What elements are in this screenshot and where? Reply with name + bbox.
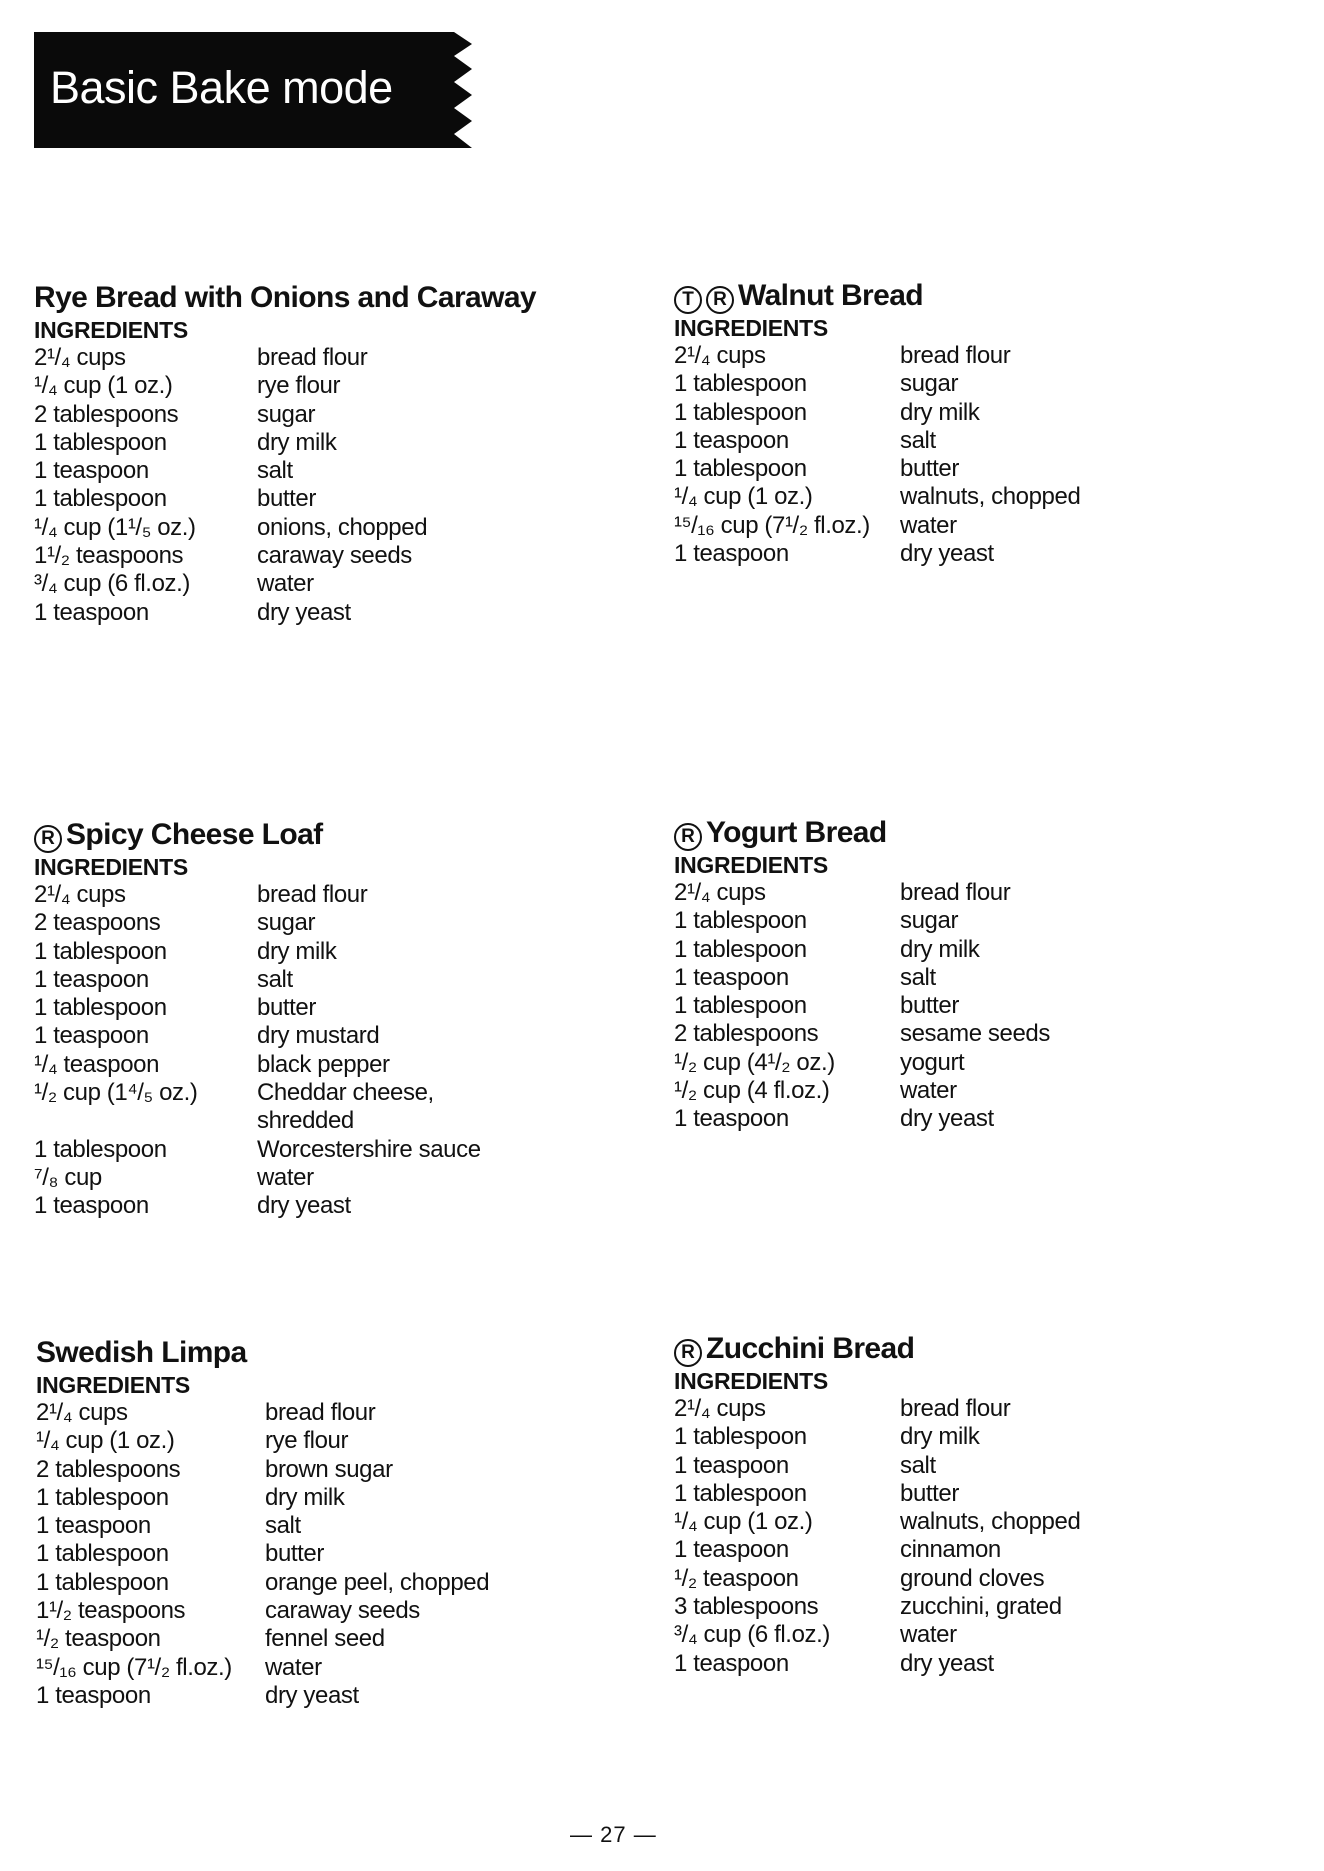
ingredient-quantity: 2¹/₄ cups [36, 1399, 128, 1426]
ingredient-name: dry yeast [265, 1681, 359, 1709]
ingredients-heading: INGREDIENTS [674, 315, 828, 341]
ingredient-row [36, 1427, 596, 1455]
ingredient-name: sugar [900, 907, 959, 935]
ingredient-row [34, 485, 594, 513]
ingredient-quantity: 1 teaspoon [674, 426, 789, 454]
recipe-zucchini-bread [674, 1331, 1234, 1678]
ingredient-row [34, 1022, 594, 1050]
ingredient-row [34, 372, 594, 400]
ingredient-name: onions, chopped [257, 513, 428, 541]
ingredient-quantity: ⁷/₈ cup [34, 1163, 102, 1191]
ingredient-row [674, 907, 1234, 935]
ingredient-quantity: 1 teaspoon [36, 1681, 151, 1709]
ingredient-quantity: 1 teaspoon [34, 457, 149, 485]
ingredient-row [674, 455, 1234, 483]
ingredient-quantity: 2¹/₄ cups [34, 344, 126, 371]
ingredient-row [36, 1540, 596, 1568]
recipe-rye-bread [34, 280, 594, 627]
ingredient-name: fennel seed [265, 1625, 385, 1653]
recipe-spicy-cheese-loaf [34, 817, 594, 1221]
ingredient-quantity: ¹⁵/₁₆ cup (7¹/₂ fl.oz.) [36, 1653, 232, 1681]
ingredient-quantity: 1 tablespoon [674, 935, 807, 963]
ingredient-row [36, 1654, 596, 1682]
ingredient-quantity [34, 1107, 257, 1135]
ingredient-quantity: 2¹/₄ cups [674, 879, 766, 906]
ingredient-quantity: 1 teaspoon [34, 965, 149, 993]
ingredient-name: salt [257, 457, 293, 485]
ingredient-row [34, 570, 594, 598]
ingredient-row [674, 879, 1234, 907]
ingredients-heading: INGREDIENTS [34, 854, 188, 880]
ingredient-quantity: ¹/₄ cup (1 oz.) [674, 1508, 813, 1536]
ingredient-quantity: 2 tablespoons [36, 1455, 181, 1483]
ingredient-name: dry milk [257, 428, 337, 456]
ingredient-name: salt [900, 1451, 936, 1479]
ingredient-row [36, 1569, 596, 1597]
ingredient-row [34, 1164, 594, 1192]
ingredient-quantity: 1 tablespoon [34, 428, 167, 456]
ingredient-row [674, 992, 1234, 1020]
ingredient-quantity: 1 teaspoon [34, 598, 149, 626]
ingredient-name: dry milk [900, 398, 980, 426]
ingredient-row [674, 483, 1234, 511]
ingredient-quantity: 1 teaspoon [34, 1022, 149, 1050]
ingredient-row [36, 1512, 596, 1540]
recipe-title-text: Swedish Limpa [36, 1336, 247, 1369]
ingredient-name: bread flour [900, 1395, 1011, 1422]
ingredient-row [674, 1452, 1234, 1480]
ingredient-row [34, 966, 594, 994]
section-banner [34, 32, 494, 148]
ingredient-quantity: ¹/₄ teaspoon [34, 1050, 160, 1078]
ingredient-quantity: 1 teaspoon [674, 1105, 789, 1133]
ingredient-name: cinnamon [900, 1536, 1001, 1564]
ingredient-row [34, 909, 594, 937]
ingredient-quantity: ¹/₂ teaspoon [36, 1625, 161, 1653]
ingredients-heading: INGREDIENTS [674, 1368, 828, 1394]
ingredient-name: bread flour [265, 1399, 376, 1426]
ingredient-row [674, 540, 1234, 568]
timer-mode-icon: T [674, 286, 702, 314]
rapid-mode-icon: R [674, 1339, 702, 1367]
ingredient-name: shredded [257, 1107, 354, 1135]
ingredient-quantity: ³/₄ cup (6 fl.oz.) [674, 1621, 830, 1649]
ingredient-name: sesame seeds [900, 1020, 1050, 1048]
mode-marks [674, 1331, 706, 1367]
ingredient-row [34, 1051, 594, 1079]
ingredient-quantity: 1 teaspoon [674, 1536, 789, 1564]
recipe-title [674, 1331, 1234, 1367]
rapid-mode-icon: R [674, 823, 702, 851]
ingredient-name: bread flour [900, 342, 1011, 369]
ingredient-row [674, 1621, 1234, 1649]
ingredient-quantity: 1 tablespoon [34, 485, 167, 513]
ingredient-row [674, 1077, 1234, 1105]
ingredient-quantity: 1 teaspoon [674, 1451, 789, 1479]
ingredient-quantity: 1 tablespoon [674, 455, 807, 483]
ingredient-quantity: 3 tablespoons [674, 1593, 819, 1621]
ingredient-row [674, 1650, 1234, 1678]
ingredient-name: water [265, 1653, 322, 1681]
ingredient-name: brown sugar [265, 1455, 393, 1483]
ingredient-quantity: 1 tablespoon [674, 907, 807, 935]
ingredient-name: water [900, 1077, 957, 1105]
ingredient-row [674, 1593, 1234, 1621]
ingredient-row [674, 1049, 1234, 1077]
ingredient-name: yogurt [900, 1048, 965, 1076]
ingredient-name: Worcestershire sauce [257, 1135, 481, 1163]
ingredient-list [674, 342, 1234, 568]
recipe-title [36, 1335, 596, 1371]
ingredient-list [674, 879, 1234, 1134]
ingredient-row [34, 1192, 594, 1220]
ingredients-heading: INGREDIENTS [36, 1372, 190, 1398]
recipe-title-text: Zucchini Bread [706, 1332, 915, 1365]
ingredient-row [36, 1484, 596, 1512]
ingredient-name: dry yeast [257, 1192, 351, 1220]
recipe-walnut-bread [674, 278, 1234, 568]
ingredient-quantity: ¹/₄ cup (1 oz.) [34, 372, 173, 400]
ingredient-name: walnuts, chopped [900, 1508, 1081, 1536]
ingredient-quantity: ¹/₄ cup (1¹/₅ oz.) [34, 513, 196, 541]
ingredient-quantity: 2¹/₄ cups [674, 1395, 766, 1422]
recipe-title-text: Yogurt Bread [706, 816, 887, 849]
ingredient-name: sugar [257, 400, 316, 428]
ingredient-name: dry yeast [257, 598, 351, 626]
ingredient-name: rye flour [265, 1427, 349, 1455]
ingredient-row [34, 1079, 594, 1107]
ingredient-row [36, 1625, 596, 1653]
section-title: Basic Bake mode [50, 62, 393, 113]
ingredient-quantity: ¹/₄ cup (1 oz.) [36, 1427, 175, 1455]
ingredient-quantity: 1 tablespoon [674, 992, 807, 1020]
ingredient-row [674, 399, 1234, 427]
ingredient-quantity: ¹⁵/₁₆ cup (7¹/₂ fl.oz.) [674, 511, 870, 539]
recipe-title [674, 815, 1234, 851]
ingredient-name: ground cloves [900, 1564, 1045, 1592]
ingredient-quantity: 1¹/₂ teaspoons [36, 1597, 186, 1625]
ingredient-list [674, 1395, 1234, 1678]
ingredient-row [36, 1682, 596, 1710]
recipe-swedish-limpa [36, 1335, 596, 1710]
ingredient-list [34, 881, 594, 1221]
ingredient-list [34, 344, 594, 627]
ingredient-quantity: 2¹/₄ cups [674, 342, 766, 369]
ingredient-quantity: 1 tablespoon [34, 994, 167, 1022]
ingredient-row [34, 938, 594, 966]
recipe-yogurt-bread [674, 815, 1234, 1134]
ingredient-name: sugar [900, 370, 959, 398]
ingredients-heading: INGREDIENTS [674, 852, 828, 878]
ingredient-name: dry milk [900, 1423, 980, 1451]
ingredient-row [674, 1105, 1234, 1133]
ingredient-quantity: 1 teaspoon [674, 963, 789, 991]
ingredient-name: bread flour [257, 344, 368, 371]
mode-marks [34, 817, 66, 853]
ingredient-quantity: 2 teaspoons [34, 909, 161, 937]
ingredient-row [36, 1399, 596, 1427]
ingredient-row [674, 512, 1234, 540]
ingredient-row [34, 599, 594, 627]
ingredient-quantity: 1 tablespoon [34, 937, 167, 965]
ingredient-quantity: 1¹/₂ teaspoons [34, 542, 184, 570]
ingredient-quantity: 1 teaspoon [674, 540, 789, 568]
ingredient-name: butter [900, 1479, 959, 1507]
ingredient-quantity: 2 tablespoons [674, 1020, 819, 1048]
ingredient-quantity: ¹/₂ cup (1⁴/₅ oz.) [34, 1079, 198, 1107]
ingredient-row [674, 1565, 1234, 1593]
ingredient-name: water [900, 511, 957, 539]
ingredient-name: dry yeast [900, 1649, 994, 1677]
ingredient-row [34, 514, 594, 542]
ingredient-name: butter [900, 455, 959, 483]
ingredient-row [674, 1423, 1234, 1451]
ingredient-name: salt [900, 426, 936, 454]
ingredient-row [34, 542, 594, 570]
ingredient-name: zucchini, grated [900, 1593, 1062, 1621]
ingredient-name: salt [900, 963, 936, 991]
ingredient-name: bread flour [257, 881, 368, 908]
ingredient-name: bread flour [900, 879, 1011, 906]
ingredient-name: butter [265, 1540, 324, 1568]
ingredients-heading: INGREDIENTS [34, 317, 188, 343]
ingredient-name: Cheddar cheese, [257, 1079, 434, 1107]
ingredient-name: caraway seeds [265, 1597, 420, 1625]
ingredient-name: walnuts, chopped [900, 483, 1081, 511]
ingredient-name: butter [257, 994, 316, 1022]
recipe-title-text: Rye Bread with Onions and Caraway [34, 281, 537, 314]
ingredient-name: dry milk [265, 1483, 345, 1511]
recipe-title [674, 278, 1234, 314]
ingredient-name: butter [900, 992, 959, 1020]
ingredient-quantity: ¹/₂ cup (4 fl.oz.) [674, 1077, 830, 1105]
ingredient-row [674, 1536, 1234, 1564]
ingredient-name: dry milk [900, 935, 980, 963]
ingredient-quantity: 1 teaspoon [674, 1649, 789, 1677]
ingredient-name: sugar [257, 909, 316, 937]
ingredient-name: salt [257, 965, 293, 993]
ingredient-row [674, 427, 1234, 455]
ingredient-quantity: 1 tablespoon [674, 1423, 807, 1451]
recipe-title [34, 817, 594, 853]
mode-marks [674, 278, 738, 314]
ingredient-name: dry milk [257, 937, 337, 965]
ingredient-row [674, 936, 1234, 964]
ingredient-quantity: ¹/₂ teaspoon [674, 1564, 799, 1592]
ingredient-quantity: 1 tablespoon [36, 1483, 169, 1511]
ingredient-quantity: 1 tablespoon [674, 1479, 807, 1507]
ingredient-quantity: ¹/₄ cup (1 oz.) [674, 483, 813, 511]
ingredient-row [34, 344, 594, 372]
ingredient-row [34, 401, 594, 429]
recipe-title [34, 280, 594, 316]
ingredient-name: dry mustard [257, 1022, 380, 1050]
ingredient-row [674, 342, 1234, 370]
ingredient-quantity: 1 tablespoon [36, 1568, 169, 1596]
page-number: — 27 — [570, 1822, 657, 1847]
ingredient-name: orange peel, chopped [265, 1568, 490, 1596]
ingredient-quantity: 2 tablespoons [34, 400, 179, 428]
ingredient-list [36, 1399, 596, 1710]
ingredient-quantity: 1 tablespoon [674, 398, 807, 426]
ingredient-row [36, 1597, 596, 1625]
ingredient-row [674, 1395, 1234, 1423]
mode-marks [674, 815, 706, 851]
ingredient-name: water [257, 1163, 314, 1191]
ingredient-row [674, 1480, 1234, 1508]
ingredient-row [674, 964, 1234, 992]
ingredient-name: water [257, 570, 314, 598]
ingredient-row [34, 1136, 594, 1164]
rapid-mode-icon: R [706, 286, 734, 314]
ingredient-row [34, 881, 594, 909]
ingredient-name: water [900, 1621, 957, 1649]
ingredient-quantity: ¹/₂ cup (4¹/₂ oz.) [674, 1048, 835, 1076]
ingredient-quantity: 1 teaspoon [34, 1192, 149, 1220]
ingredient-quantity: 1 tablespoon [674, 370, 807, 398]
ingredient-name: dry yeast [900, 1105, 994, 1133]
ingredient-name: dry yeast [900, 540, 994, 568]
ingredient-row [674, 370, 1234, 398]
recipe-title-text: Spicy Cheese Loaf [66, 818, 323, 851]
ingredient-quantity: 1 tablespoon [36, 1540, 169, 1568]
ingredient-row [36, 1456, 596, 1484]
ingredient-name: salt [265, 1512, 301, 1540]
ingredient-row [34, 457, 594, 485]
ingredient-row [34, 1107, 594, 1135]
ingredient-quantity: 2¹/₄ cups [34, 881, 126, 908]
ingredient-quantity: 1 tablespoon [34, 1135, 167, 1163]
ingredient-row [34, 429, 594, 457]
ingredient-row [34, 994, 594, 1022]
ingredient-row [674, 1020, 1234, 1048]
ingredient-name: black pepper [257, 1050, 390, 1078]
ingredient-name: butter [257, 485, 316, 513]
recipe-title-text: Walnut Bread [738, 279, 924, 312]
ingredient-quantity: ³/₄ cup (6 fl.oz.) [34, 570, 190, 598]
ingredient-row [674, 1508, 1234, 1536]
ingredient-quantity: 1 teaspoon [36, 1512, 151, 1540]
ingredient-name: rye flour [257, 372, 341, 400]
rapid-mode-icon: R [34, 825, 62, 853]
ingredient-name: caraway seeds [257, 542, 412, 570]
